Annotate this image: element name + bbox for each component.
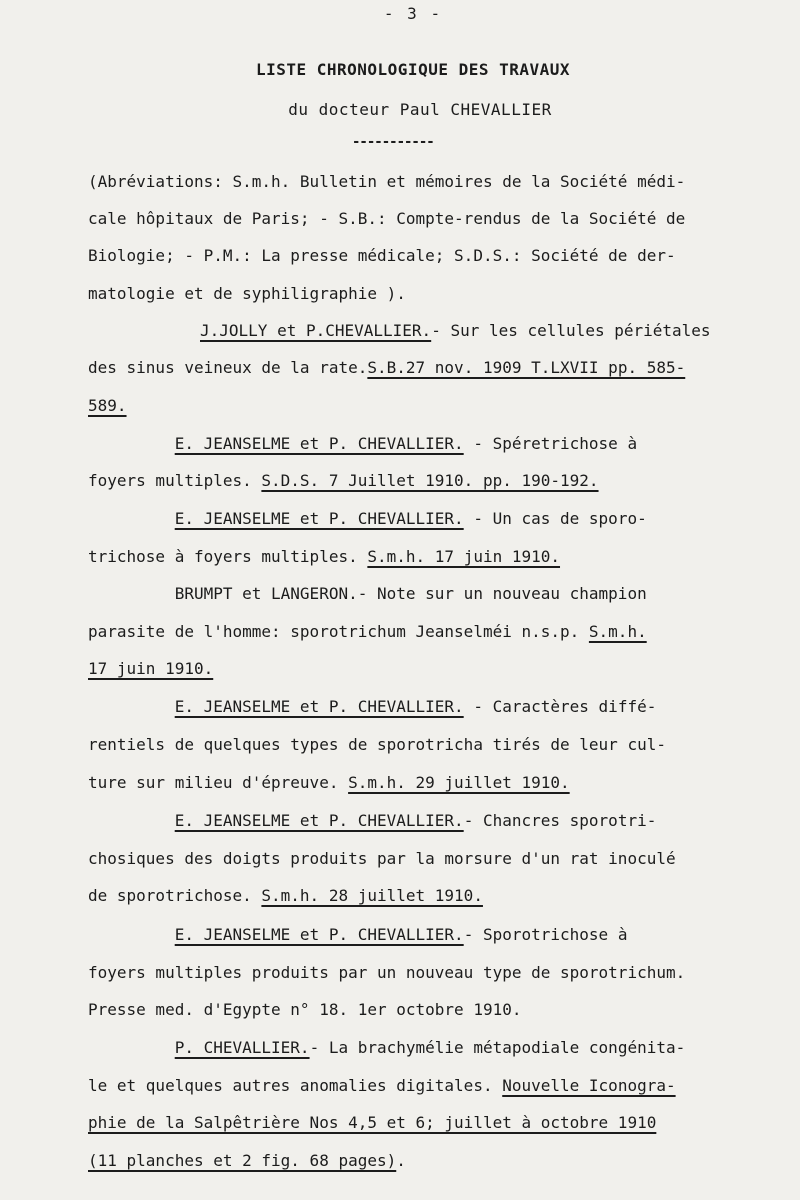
document-subtitle: du docteur Paul CHEVALLIER — [288, 100, 552, 119]
citation-underlined: (11 planches et 2 fig. 68 pages) — [88, 1151, 397, 1170]
text-line: (11 planches et 2 fig. 68 pages). — [88, 1151, 406, 1170]
text-line: ture sur milieu d'épreuve. S.m.h. 29 juillet 1910. — [88, 773, 570, 792]
text-line: E. JEANSELME et P. CHEVALLIER. - Spéretrichose à — [174, 434, 638, 453]
page-number: - 3 - — [383, 4, 443, 23]
text-line: de sporotrichose. S.m.h. 28 juillet 1910. — [88, 886, 483, 905]
text-line: cale hôpitaux de Paris; - S.B.: Compte-rendus de la Société de — [88, 209, 686, 228]
citation-underlined: 17 juin 1910. — [88, 659, 214, 678]
citation-underlined: Nouvelle Iconogra- — [502, 1076, 676, 1095]
text-line — [88, 396, 127, 416]
text-line: E. JEANSELME et P. CHEVALLIER. - Un cas de sporo- — [174, 509, 647, 528]
text-line: E. JEANSELME et P. CHEVALLIER.- Sporotrichose à — [174, 925, 628, 944]
citation-underlined: S.m.h. 17 juin 1910. — [367, 547, 561, 566]
text-line: BRUMPT et LANGERON.- Note sur un nouveau champion — [88, 584, 647, 603]
citation-underlined: S.B.27 nov. 1909 T.LXVII pp. 585- — [367, 358, 686, 377]
title-separator: ----------- — [352, 134, 434, 150]
text-line: foyers multiples. S.D.S. 7 Juillet 1910. pp. 190-192. — [88, 471, 599, 490]
document-title: LISTE CHRONOLOGIQUE DES TRAVAUX — [255, 60, 571, 79]
authors-underlined: E. JEANSELME et P. CHEVALLIER. — [174, 697, 464, 716]
citation-underlined: S.m.h. 28 juillet 1910. — [261, 886, 483, 905]
text-line: Presse med. d'Egypte n° 18. 1er octobre 1910. — [88, 1000, 522, 1019]
citation-underlined: phie de la Salpêtrière Nos 4,5 et 6; juillet à octobre 1910 — [88, 1113, 657, 1132]
text-line — [88, 659, 213, 679]
text-line: parasite de l'homme: sporotrichum Jeanselméi n.s.p. S.m.h. — [88, 622, 647, 641]
text-line: E. JEANSELME et P. CHEVALLIER. - Caractères diffé- — [174, 697, 657, 716]
text-line: chosiques des doigts produits par la morsure d'un rat inoculé — [88, 849, 676, 868]
text-line: rentiels de quelques types de sporotricha tirés de leur cul- — [88, 735, 666, 754]
text-line: trichose à foyers multiples. S.m.h. 17 juin 1910. — [88, 547, 561, 566]
authors-underlined: J.JOLLY et P.CHEVALLIER. — [200, 321, 432, 340]
authors-underlined: E. JEANSELME et P. CHEVALLIER. — [174, 925, 464, 944]
authors-underlined: P. CHEVALLIER. — [174, 1038, 310, 1057]
text-line: le et quelques autres anomalies digitales. Nouvelle Iconogra- — [88, 1076, 676, 1095]
authors-underlined: E. JEANSELME et P. CHEVALLIER. — [174, 811, 464, 830]
citation-underlined: 589. — [88, 396, 127, 415]
text-line: P. CHEVALLIER.- La brachymélie métapodiale congénita- — [174, 1038, 686, 1057]
text-line: E. JEANSELME et P. CHEVALLIER.- Chancres sporotri- — [174, 811, 657, 830]
citation-underlined: S.D.S. 7 Juillet 1910. pp. 190-192. — [261, 471, 599, 490]
authors-underlined: E. JEANSELME et P. CHEVALLIER. — [174, 509, 464, 528]
citation-underlined: S.m.h. 29 juillet 1910. — [348, 773, 570, 792]
text-line: foyers multiples produits par un nouveau type de sporotrichum. — [88, 963, 686, 982]
citation-underlined: S.m.h. — [588, 622, 647, 641]
authors-underlined: E. JEANSELME et P. CHEVALLIER. — [174, 434, 464, 453]
text-line: des sinus veineux de la rate.S.B.27 nov. 1909 T.LXVII pp. 585- — [88, 358, 686, 377]
text-line: Biologie; - P.M.: La presse médicale; S.D.S.: Société de der- — [88, 246, 676, 265]
text-line: (Abréviations: S.m.h. Bulletin et mémoires de la Société médi- — [88, 172, 686, 191]
text-line — [88, 1113, 656, 1133]
text-line: J.JOLLY et P.CHEVALLIER.- Sur les cellules périétales — [200, 321, 711, 340]
text-line: matologie et de syphiligraphie ). — [88, 284, 406, 303]
